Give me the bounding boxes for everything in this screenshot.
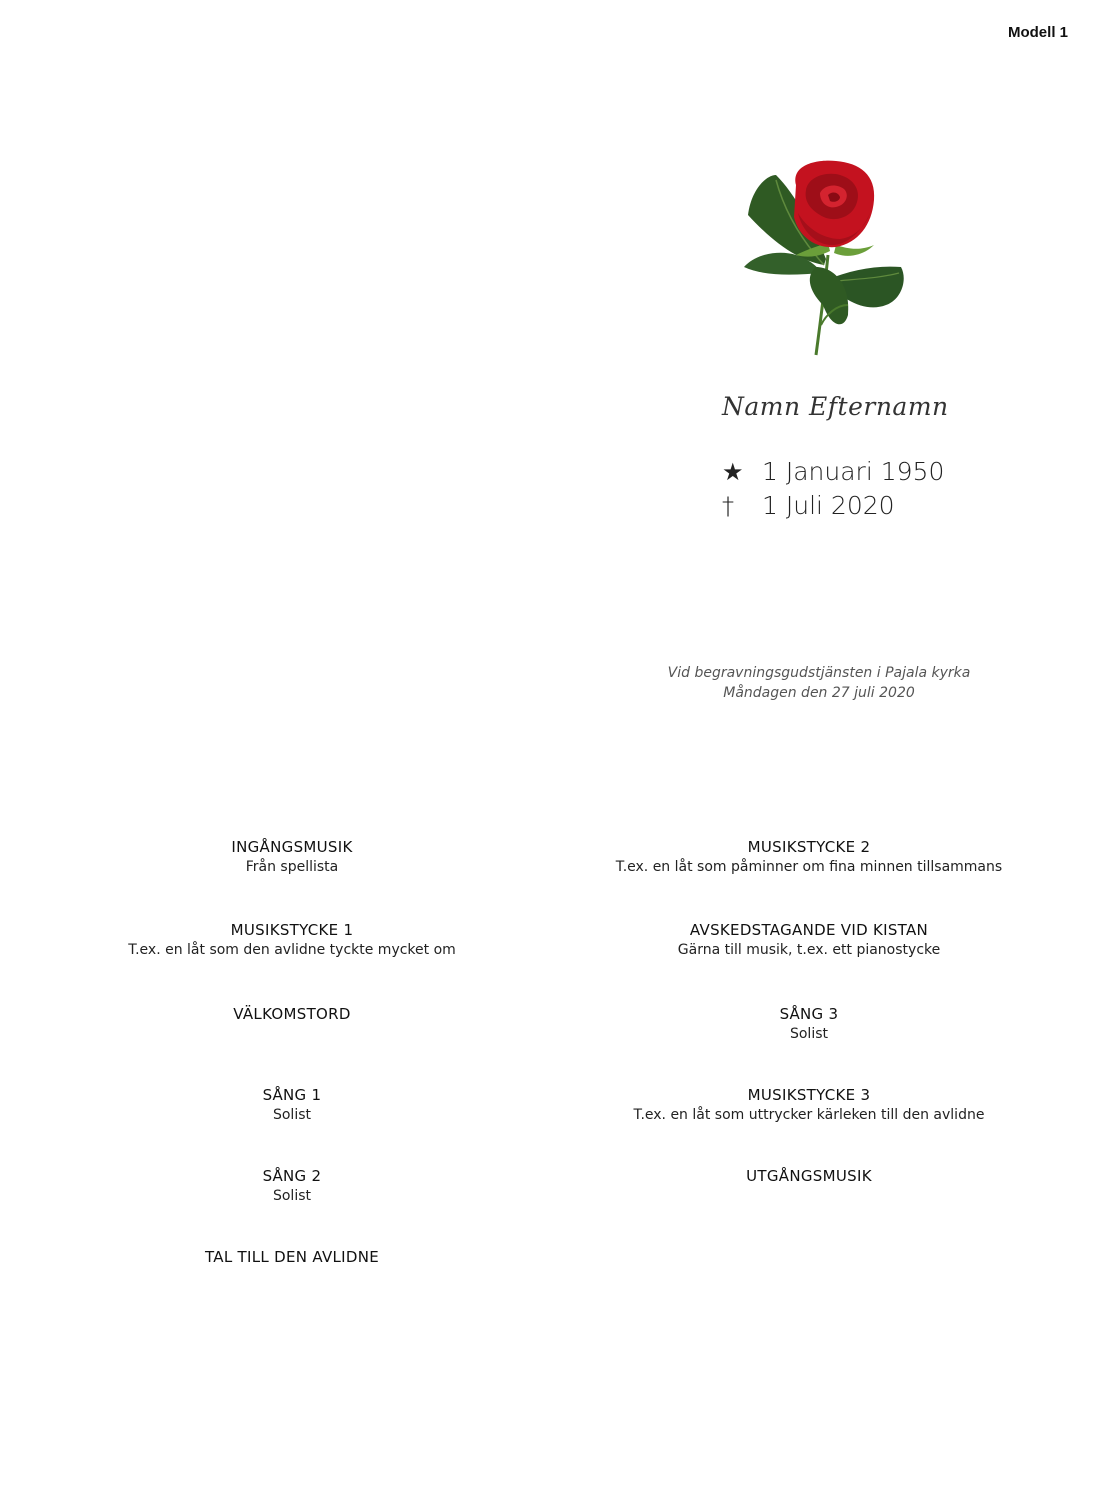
program-item [32, 1085, 552, 1126]
deceased-name: Namn Efternamn [722, 392, 949, 421]
program-item-title: MUSIKSTYCKE 3 [747, 1086, 871, 1104]
program-item [32, 920, 552, 961]
service-date: Måndagen den 27 juli 2020 [723, 685, 915, 701]
program-item-title: MUSIKSTYCKE 2 [747, 838, 871, 856]
birth-date-row [722, 457, 1022, 486]
program-item [549, 837, 1069, 878]
program-item-subtitle: Gärna till musik, t.ex. ett pianostycke [677, 942, 941, 958]
program-item-title: MUSIKSTYCKE 1 [230, 921, 354, 939]
service-location: Vid begravningsgudstjänsten i Pajala kyrka [667, 665, 971, 681]
program-item [549, 1085, 1069, 1126]
program-item [32, 1004, 552, 1024]
program-item-title: VÄLKOMSTORD [233, 1005, 351, 1023]
death-date-row [722, 491, 1022, 520]
program-item-title: TAL TILL DEN AVLIDNE [204, 1248, 380, 1266]
death-date: 1 Juli 2020 [762, 491, 895, 520]
program-item-title: AVSKEDSTAGANDE VID KISTAN [689, 921, 929, 939]
program-item-subtitle: T.ex. en låt som påminner om fina minnen tillsammans [615, 859, 1003, 875]
program-item-subtitle: Solist [272, 1188, 311, 1204]
program-item-title: SÅNG 1 [262, 1086, 322, 1104]
program-item-title: SÅNG 3 [779, 1005, 839, 1023]
program-item-subtitle: Från spellista [245, 859, 339, 875]
program-item [549, 1004, 1069, 1045]
program-item [549, 920, 1069, 961]
program-item-subtitle: Solist [789, 1026, 828, 1042]
program-item-subtitle: Solist [272, 1107, 311, 1123]
rose-image [736, 155, 916, 360]
program-item-title: INGÅNGSMUSIK [231, 838, 353, 856]
program-item-subtitle: T.ex. en låt som den avlidne tyckte mycket om [128, 942, 456, 958]
program-item [32, 1247, 552, 1267]
program-item-title: UTGÅNGSMUSIK [746, 1167, 872, 1185]
program-item [32, 837, 552, 878]
program-item-title: SÅNG 2 [262, 1167, 322, 1185]
birth-date: 1 Januari 1950 [762, 457, 945, 486]
model-label: Modell 1 [1007, 24, 1068, 41]
star-icon: ★ [722, 458, 744, 486]
program-item [32, 1166, 552, 1207]
program-item-subtitle: T.ex. en låt som uttrycker kärleken till den avlidne [633, 1107, 985, 1123]
program-item [549, 1166, 1069, 1186]
cross-icon: † [722, 492, 734, 520]
